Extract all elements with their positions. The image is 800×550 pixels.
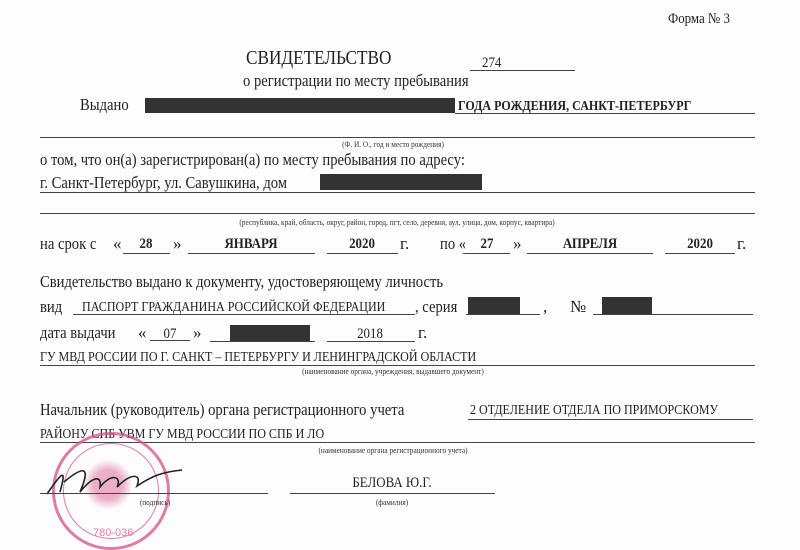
redacted-series — [468, 297, 520, 314]
signature-line — [40, 493, 268, 494]
from-year: 2020 — [349, 236, 375, 252]
address-line-2 — [40, 213, 755, 214]
to-month: АПРЕЛЯ — [562, 236, 618, 252]
certificate-title: СВИДЕТЕЛЬСТВО — [246, 47, 392, 69]
to-year: 2020 — [687, 236, 713, 252]
document-intro: Свидетельство выдано к документу, удостоверяющему личность — [40, 272, 444, 291]
number-line-doc — [593, 314, 753, 315]
date-day: 07 — [163, 326, 177, 342]
redacted-month — [230, 325, 310, 341]
number-line — [470, 70, 575, 71]
issued-label: Выдано — [80, 95, 129, 114]
surname-caption: (фамилия) — [375, 497, 409, 507]
certificate-number: 274 — [482, 55, 502, 71]
from-year-line — [327, 253, 398, 254]
redacted-number — [602, 297, 652, 314]
doc-type-label: вид — [40, 297, 63, 316]
address-intro: о том, что он(а) зарегистрирован(а) по месту пребывания по адресу: — [40, 150, 465, 169]
issued-value: ГОДА РОЖДЕНИЯ, САНКТ-ПЕТЕРБУРГ — [458, 99, 692, 114]
date-year: 2018 — [357, 326, 383, 342]
authority-caption: (наименование органа регистрационного учета) — [318, 445, 468, 455]
redacted-address — [320, 174, 482, 190]
doc-type-value: ПАСПОРТ ГРАЖДАНИНА РОССИЙСКОЙ ФЕДЕРАЦИИ — [82, 300, 386, 315]
date-day-line — [150, 340, 190, 341]
redacted-name — [145, 98, 455, 113]
signature-scribble — [42, 462, 192, 502]
form-label: Форма № 3 — [668, 11, 730, 27]
signature-caption: (подпись) — [139, 497, 171, 507]
date-month-line — [210, 341, 315, 342]
from-month-line — [188, 253, 315, 254]
stamp-number: 780-036 — [93, 527, 134, 539]
address-line — [40, 192, 755, 193]
comma: , — [543, 297, 548, 316]
authority-label: Начальник (руководитель) органа регистрационного учета — [40, 400, 405, 419]
doc-type-line — [73, 314, 415, 315]
authority-line-1 — [468, 419, 753, 420]
from-day-line — [123, 253, 170, 254]
from-day: 28 — [139, 236, 153, 252]
year-suffix: г. — [400, 234, 410, 253]
to-day: 27 — [480, 236, 494, 252]
quote-close-2: » — [513, 234, 522, 253]
series-line — [466, 314, 540, 315]
quote-open: « — [113, 234, 122, 253]
series-label: , серия — [415, 297, 458, 316]
to-year-line — [665, 253, 735, 254]
authority-value-1: 2 ОТДЕЛЕНИЕ ОТДЕЛА ПО ПРИМОРСКОМУ — [470, 403, 719, 418]
issued-line — [455, 113, 755, 114]
to-day-line — [463, 253, 510, 254]
date-year-suffix: г. — [418, 323, 428, 342]
quote-close: » — [173, 234, 182, 253]
number-label: № — [570, 297, 587, 316]
surname: БЕЛОВА Ю.Г. — [352, 475, 432, 491]
issuer-caption: (наименование органа, учреждения, выдавшего документ) — [302, 366, 484, 376]
address-caption: (республика, край, область, округ, район, город, пгт, село, деревня, аул, улица, дом, корпус, квартира) — [239, 217, 555, 227]
from-month: ЯНВАРЯ — [224, 236, 278, 252]
certificate-subtitle: о регистрации по месту пребывания — [243, 71, 469, 90]
to-month-line — [527, 253, 653, 254]
authority-value-2: РАЙОНУ СПБ УВМ ГУ МВД РОССИИ ПО СПБ И ЛО — [40, 427, 325, 442]
term-label: на срок с — [40, 234, 97, 253]
address-value: г. Санкт-Петербург, ул. Савушкина, дом — [40, 173, 288, 192]
to-label: по « — [440, 234, 467, 253]
authority-line-2 — [40, 442, 755, 443]
surname-line — [290, 493, 495, 494]
issued-line-2 — [40, 137, 755, 138]
date-label: дата выдачи — [40, 323, 116, 342]
date-year-line — [327, 341, 415, 342]
year-suffix-2: г. — [737, 234, 747, 253]
date-quote-close: » — [193, 323, 202, 342]
issued-caption: (Ф. И. О., год и место рождения) — [342, 139, 444, 149]
date-quote-open: « — [138, 323, 147, 342]
doc-issuer: ГУ МВД РОССИИ ПО Г. САНКТ – ПЕТЕРБУРГУ И ЛЕНИНГРАДСКОЙ ОБЛАСТИ — [40, 350, 477, 365]
